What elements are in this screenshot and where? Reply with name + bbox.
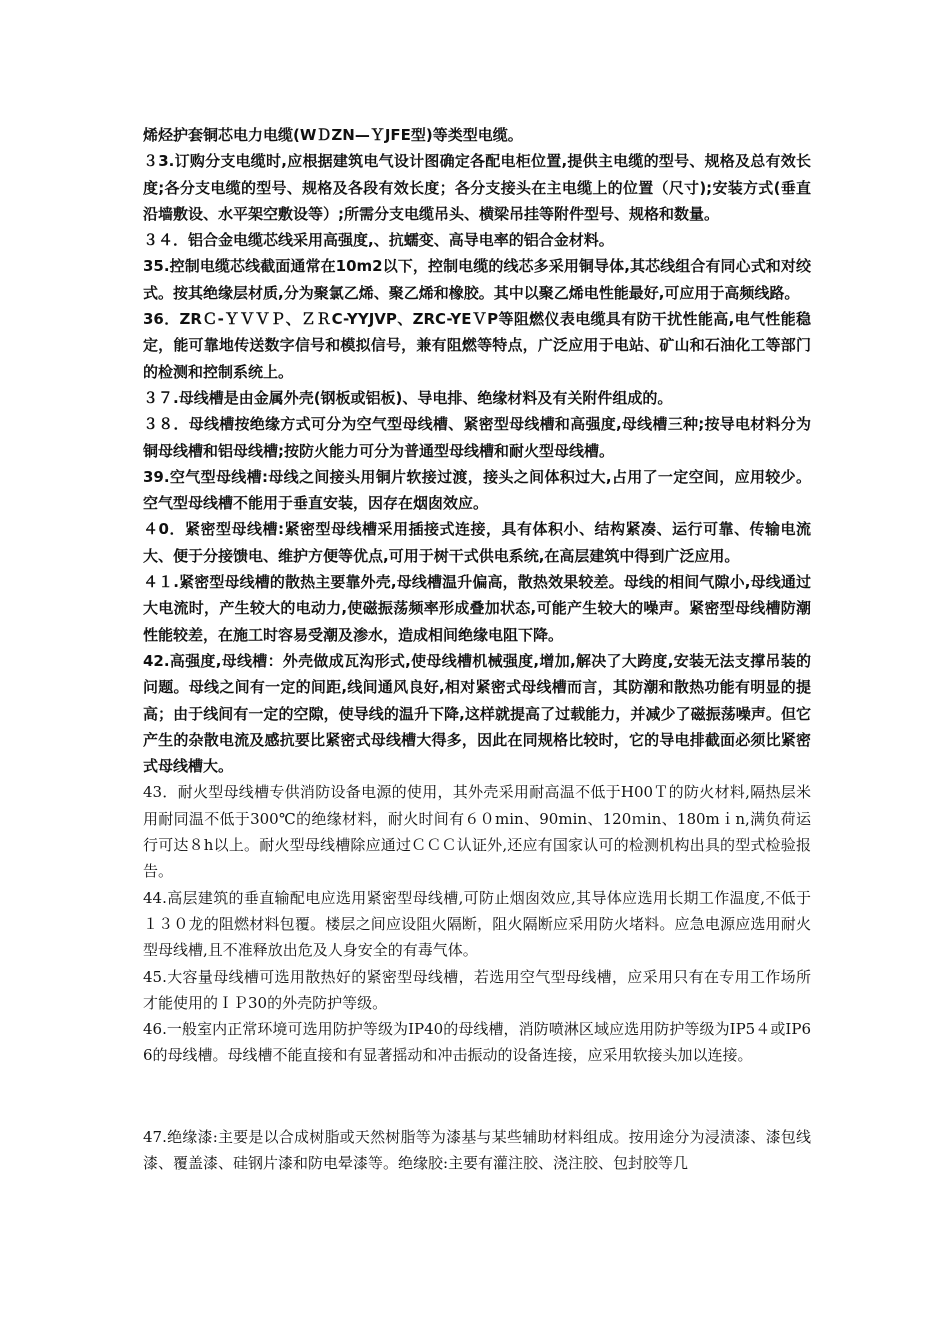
paragraph-44: 44.高层建筑的垂直输配电应选用紧密型母线槽,可防止烟囱效应,其导体应选用长期工作温度,不低于１３０龙的阻燃材料包覆。楼层之间应设阻火隔断，阻火隔断应采用防火堵料。应急电源应选用耐火型母线槽,且不准释放出危及人身安全的有毒气体。 (143, 888, 811, 960)
paragraph-38: ３８．母线槽按绝缘方式可分为空气型母线槽、紧密型母线槽和高强度,母线槽三种;按导电材料分为铜母线槽和铝母线槽;按防火能力可分为普通型母线槽和耐火型母线槽。 (143, 415, 811, 460)
paragraph-45: 45.大容量母线槽可选用散热好的紧密型母线槽，若选用空气型母线槽，应采用只有在专用工作场所才能使用的ＩＰ30的外壳防护等级。 (143, 967, 811, 1012)
paragraph-47: 47.绝缘漆:主要是以合成树脂或天然树脂等为漆基与某些辅助材料组成。按用途分为浸渍漆、漆包线漆、覆盖漆、硅钢片漆和防电晕漆等。绝缘胶:主要有灌注胶、浇注胶、包封胶等几 (143, 1127, 811, 1172)
document-body (143, 122, 811, 1176)
paragraph-35: 35.控制电缆芯线截面通常在10m2以下，控制电缆的线芯多采用铜导体,其芯线组合有同心式和对绞式。按其绝缘层材质,分为聚氯乙烯、聚乙烯和橡胶。其中以聚乙烯电性能最好,可应用于高频线路。 (143, 257, 811, 302)
paragraph-36: 36．ZRＣ-ＹＶＶＰ、ＺＲC-YYJVP、ZRC-YEＶP等阻燃仪表电缆具有防干扰性能高,电气性能稳定，能可靠地传送数字信号和模拟信号，兼有阻燃等特点，广泛应用于电站、矿山和石油化工等部门的检测和控制系统上。 (143, 310, 811, 381)
paragraph-39: 39.空气型母线槽:母线之间接头用铜片软接过渡，接头之间体积过大,占用了一定空间，应用较少。空气型母线槽不能用于垂直安装，因存在烟囱效应。 (143, 467, 811, 513)
paragraph-43: 43．耐火型母线槽专供消防设备电源的使用，其外壳采用耐高温不低于H00Ｔ的防火材料,隔热层米用耐同温不低于300℃的绝缘材料，耐火时间有６０min、90min、120ｍin、180mｉn,满负荷运行可达８h以上。耐火型母线槽除应通过ＣＣＣ认证外,还应有国家认可的检测机构出具的型式检验报告。 (143, 783, 811, 881)
paragraph-34: ３４．铝合金电缆芯线采用高强度,、抗蠕变、高导电率的铝合金材料。 (143, 231, 614, 250)
paragraph-cable-type: 烯烃护套铜芯电力电缆(WＤZN—ＹJFE型)等类型电缆。 (143, 126, 523, 144)
paragraph-37: ３７.母线槽是由金属外壳(钢板或铝板)、导电排、绝缘材料及有关附件组成的。 (143, 388, 673, 407)
paragraph-40: ４0．紧密型母线槽:紧密型母线槽采用插接式连接，具有体积小、结构紧凑、运行可靠、传输电流大、便于分接馈电、维护方便等优点,可用于树干式供电系统,在高层建筑中得到广泛应用。 (143, 520, 811, 565)
paragraph-gap (143, 1069, 811, 1124)
paragraph-46: 46.一般室内正常环境可选用防护等级为IP40的母线槽，消防喷淋区域应选用防护等级为IP5４或IP66的母线槽。母线槽不能直接和有显著摇动和冲击振动的设备连接，应采用软接头加以连接。 (143, 1020, 811, 1065)
paragraph-42: 42.高强度,母线槽：外壳做成瓦沟形式,使母线槽机械强度,增加,解决了大跨度,安装无法支撑吊装的问题。母线之间有一定的间距,线间通风良好,相对紧密式母线槽而言，其防潮和散热功能有明显的提高；由于线间有一定的空隙，使导线的温升下降,这样就提高了过载能力，并减少了磁振荡噪声。但它产生的杂散电流及感抗要比紧密式母线槽大得多，因此在同规格比较时，它的导电排截面必须比紧密式母线槽大。 (143, 651, 811, 776)
paragraph-33: ３3.订购分支电缆时,应根据建筑电气设计图确定各配电柜位置,提供主电缆的型号、规格及总有效长度;各分支电缆的型号、规格及各段有效长度；各分支接头在主电缆上的位置（尺寸);安装方式(垂直沿墙敷设、水平架空敷设等）;所需分支电缆吊头、横梁吊挂等附件型号、规格和数量。 (143, 152, 811, 223)
paragraph-41: ４１.紧密型母线槽的散热主要靠外壳,母线槽温升偏高，散热效果较差。母线的相间气隙小,母线通过大电流时，产生较大的电动力,使磁振荡频率形成叠加状态,可能产生较大的噪声。紧密型母线槽防潮性能较差，在施工时容易受潮及渗水，造成相间绝缘电阻下降。 (143, 573, 811, 644)
